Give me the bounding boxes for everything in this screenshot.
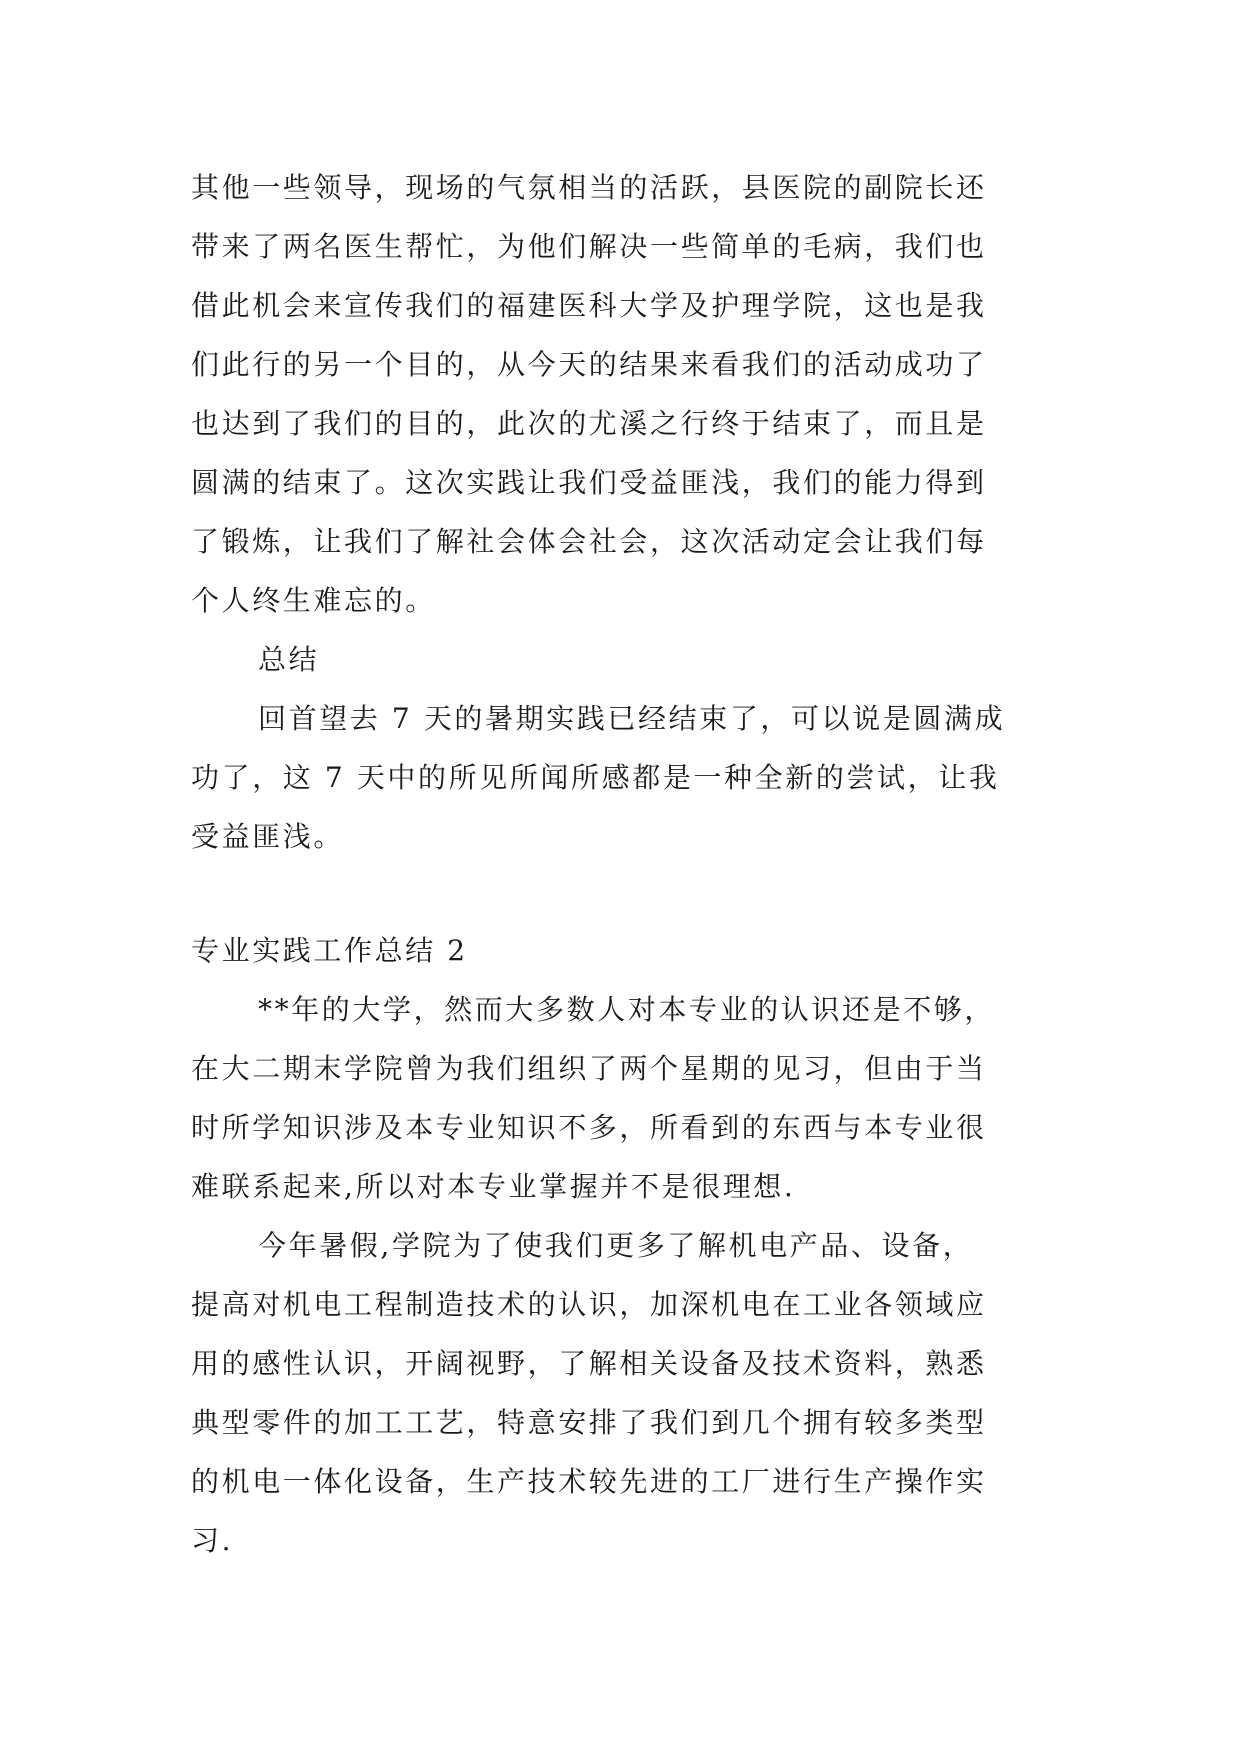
paragraph-line: 个人终生难忘的。	[191, 584, 436, 617]
paragraph-line: 回首望去 7 天的暑期实践已经结束了，可以说是圆满成	[258, 702, 1006, 735]
paragraph-line: 们此行的另一个目的，从今天的结果来看我们的活动成功了	[191, 348, 987, 381]
paragraph-line: 用的感性认识，开阔视野，了解相关设备及技术资料，熟悉	[191, 1347, 987, 1380]
paragraph-line: 其他一些领导，现场的气氛相当的活跃，县医院的副院长还	[191, 171, 987, 204]
paragraph-line: **年的大学，然而大多数人对本专业的认识还是不够，	[258, 993, 996, 1026]
summary-heading: 总结	[258, 643, 320, 676]
section-title: 专业实践工作总结 2	[191, 934, 468, 967]
paragraph-line: 借此机会来宣传我们的福建医科大学及护理学院，这也是我	[191, 289, 987, 322]
paragraph-line: 今年暑假,学院为了使我们更多了解机电产品、设备，	[258, 1229, 974, 1262]
paragraph-line: 功了，这 7 天中的所见所闻所感都是一种全新的尝试，让我	[191, 761, 1000, 794]
paragraph-line: 提高对机电工程制造技术的认识，加深机电在工业各领域应	[191, 1288, 987, 1321]
paragraph-line: 典型零件的加工工艺，特意安排了我们到几个拥有较多类型	[191, 1406, 987, 1439]
document-body	[191, 0, 1057, 1754]
paragraph-line: 在大二期末学院曾为我们组织了两个星期的见习，但由于当	[191, 1052, 987, 1085]
paragraph-line: 难联系起来,所以对本专业掌握并不是很理想.	[191, 1170, 796, 1203]
paragraph-line: 圆满的结束了。这次实践让我们受益匪浅，我们的能力得到	[191, 466, 987, 499]
paragraph-line: 受益匪浅。	[191, 820, 345, 853]
paragraph-line: 了锻炼，让我们了解社会体会社会，这次活动定会让我们每	[191, 525, 987, 558]
paragraph-line: 也达到了我们的目的，此次的尤溪之行终于结束了，而且是	[191, 407, 987, 440]
paragraph-line: 时所学知识涉及本专业知识不多，所看到的东西与本专业很	[191, 1111, 987, 1144]
paragraph-line: 习.	[191, 1524, 234, 1557]
paragraph-line: 带来了两名医生帮忙，为他们解决一些简单的毛病，我们也	[191, 230, 987, 263]
paragraph-line: 的机电一体化设备，生产技术较先进的工厂进行生产操作实	[191, 1465, 987, 1498]
